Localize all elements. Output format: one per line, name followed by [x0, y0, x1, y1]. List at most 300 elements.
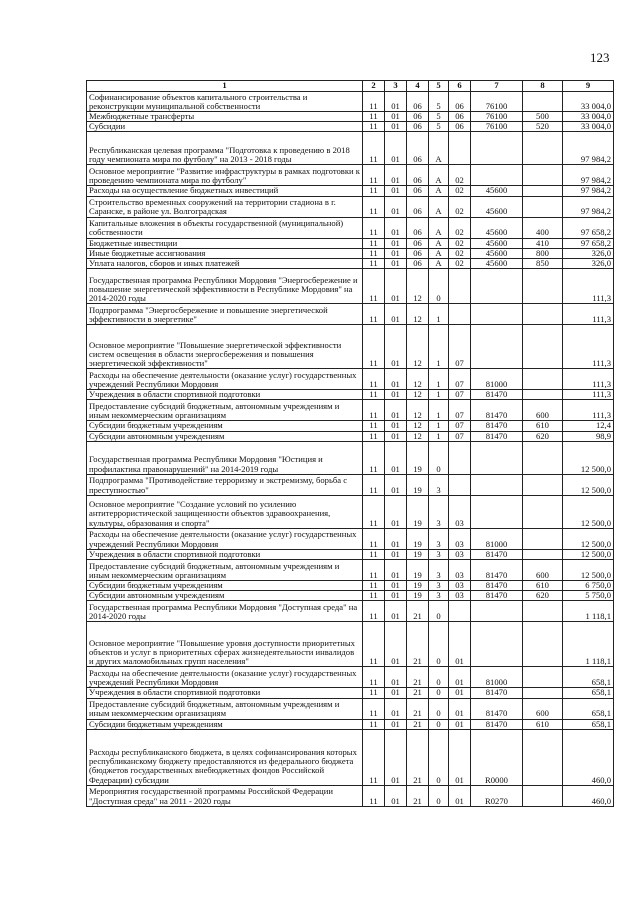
cell-code: 11	[363, 719, 385, 729]
cell-code: 01	[449, 622, 471, 667]
cell-code: 01	[385, 269, 407, 304]
cell-amount: 33 004,0	[563, 112, 614, 122]
cell-amount: 97 984,2	[563, 186, 614, 196]
cell-code: 06	[407, 112, 429, 122]
cell-code: 01	[385, 165, 407, 186]
cell-code: 12	[407, 269, 429, 304]
cell-code: 01	[449, 667, 471, 688]
cell-code: 19	[407, 549, 429, 559]
cell-code	[449, 132, 471, 165]
cell-code: 12	[407, 304, 429, 325]
cell-code: 01	[385, 196, 407, 217]
cell-code: 12	[407, 400, 429, 421]
cell-code: 610	[523, 719, 563, 729]
cell-code: 81470	[471, 581, 523, 591]
cell-amount: 97 984,2	[563, 196, 614, 217]
cell-name: Подпрограмма "Энергосбережение и повышение энергетической эффективности в энергетике"	[87, 304, 363, 325]
cell-code: 21	[407, 785, 429, 806]
cell-name: Основное мероприятие "Создание условий по усилению антитеррористической защищенности объектов здравоохранения, культуры, образования и спорта"	[87, 495, 363, 528]
table-row	[87, 474, 614, 495]
cell-code	[523, 369, 563, 390]
cell-amount: 97 658,2	[563, 217, 614, 238]
cell-amount: 12,4	[563, 421, 614, 431]
table-row	[87, 112, 614, 122]
cell-amount: 12 500,0	[563, 528, 614, 549]
cell-code	[523, 390, 563, 400]
cell-code: 11	[363, 495, 385, 528]
cell-name: Основное мероприятие "Повышение уровня доступности приоритетных объектов и услуг в приоритетных сферах жизнедеятельности инвалидов и других маломобильных групп населения"	[87, 622, 363, 667]
cell-code: 02	[449, 259, 471, 269]
cell-code: 11	[363, 528, 385, 549]
cell-code: 3	[429, 474, 449, 495]
cell-code	[449, 304, 471, 325]
cell-name: Основное мероприятие "Развитие инфраструктуры в рамках подготовки к проведению чемпионата мира по футболу"	[87, 165, 363, 186]
cell-amount: 111,3	[563, 400, 614, 421]
cell-amount: 97 984,2	[563, 132, 614, 165]
cell-code: 03	[449, 560, 471, 581]
cell-code: 11	[363, 196, 385, 217]
cell-code: 600	[523, 400, 563, 421]
cell-code: 07	[449, 325, 471, 369]
table-row	[87, 431, 614, 441]
column-header: 2	[363, 81, 385, 92]
cell-code: 76100	[471, 92, 523, 112]
cell-code: 81470	[471, 549, 523, 559]
table-row	[87, 238, 614, 248]
cell-code: 19	[407, 560, 429, 581]
cell-code	[523, 785, 563, 806]
cell-code: 11	[363, 560, 385, 581]
cell-name: Подпрограмма "Противодействие терроризму и экстремизму, борьба с преступностью"	[87, 474, 363, 495]
cell-code	[523, 304, 563, 325]
cell-code: 06	[407, 186, 429, 196]
cell-name: Республиканская целевая программа "Подготовка к проведению в 2018 году чемпионата мира по футболу" на 2013 - 2018 годы	[87, 132, 363, 165]
table-row	[87, 269, 614, 304]
cell-code: 01	[385, 688, 407, 698]
cell-code	[471, 325, 523, 369]
cell-code	[471, 622, 523, 667]
cell-name: Расходы на обеспечение деятельности (оказание услуг) государственных учреждений Республики Мордовия	[87, 667, 363, 688]
cell-code: 19	[407, 474, 429, 495]
cell-code: 0	[429, 441, 449, 474]
cell-code	[449, 474, 471, 495]
cell-code: 01	[385, 421, 407, 431]
column-header: 9	[563, 81, 614, 92]
cell-code: 1	[429, 421, 449, 431]
cell-code: 01	[385, 785, 407, 806]
cell-code: 11	[363, 622, 385, 667]
page-number: 123	[590, 50, 610, 65]
cell-name: Расходы республиканского бюджета, в целях софинансирования которых республиканскому бюджету предоставляются из федерального бюджета (бюджетов государственных внебюджетных фондов Российской Федерации) субсидии	[87, 729, 363, 785]
cell-code: 11	[363, 688, 385, 698]
cell-code: А	[429, 259, 449, 269]
cell-code: 06	[407, 248, 429, 258]
table-row	[87, 581, 614, 591]
header-row	[87, 81, 614, 92]
cell-amount: 33 004,0	[563, 92, 614, 112]
cell-code: 07	[449, 369, 471, 390]
cell-code: 19	[407, 495, 429, 528]
cell-name: Расходы на обеспечение деятельности (оказание услуг) государственных учреждений Республики Мордовия	[87, 369, 363, 390]
cell-code: 0	[429, 719, 449, 729]
cell-code: 01	[385, 248, 407, 258]
column-header: 1	[87, 81, 363, 92]
table-row	[87, 688, 614, 698]
cell-name: Расходы на обеспечение деятельности (оказание услуг) государственных учреждений Республики Мордовия	[87, 528, 363, 549]
cell-amount: 658,1	[563, 688, 614, 698]
cell-amount: 97 984,2	[563, 165, 614, 186]
cell-code: 12	[407, 325, 429, 369]
cell-code: 11	[363, 431, 385, 441]
cell-code	[523, 92, 563, 112]
table-row	[87, 196, 614, 217]
cell-code: 02	[449, 165, 471, 186]
cell-code: 01	[449, 688, 471, 698]
cell-code: 01	[385, 581, 407, 591]
cell-code	[523, 165, 563, 186]
cell-name: Уплата налогов, сборов и иных платежей	[87, 259, 363, 269]
cell-amount: 658,1	[563, 719, 614, 729]
cell-code: 11	[363, 325, 385, 369]
cell-code	[471, 132, 523, 165]
table-row	[87, 495, 614, 528]
cell-amount: 1 118,1	[563, 622, 614, 667]
table-row	[87, 667, 614, 688]
cell-code: 81470	[471, 421, 523, 431]
cell-code: 01	[385, 186, 407, 196]
cell-amount: 111,3	[563, 269, 614, 304]
cell-name: Субсидии бюджетным учреждениям	[87, 581, 363, 591]
cell-name: Строительство временных сооружений на территории стадиона в г. Саранске, в районе ул. Волгоградская	[87, 196, 363, 217]
cell-code: 01	[449, 729, 471, 785]
cell-code: 21	[407, 622, 429, 667]
cell-code: А	[429, 132, 449, 165]
cell-code: 07	[449, 421, 471, 431]
cell-code: А	[429, 165, 449, 186]
cell-name: Предоставление субсидий бюджетным, автономным учреждениям и иным некоммерческим организациям	[87, 560, 363, 581]
cell-code: 76100	[471, 112, 523, 122]
cell-code: 45600	[471, 238, 523, 248]
cell-code: R0000	[471, 729, 523, 785]
cell-code: 01	[385, 304, 407, 325]
cell-code	[449, 269, 471, 304]
cell-code: 81470	[471, 591, 523, 601]
column-header: 8	[523, 81, 563, 92]
cell-code: 01	[385, 122, 407, 132]
cell-name: Учреждения в области спортивной подготовки	[87, 549, 363, 559]
cell-code: 03	[449, 581, 471, 591]
cell-code: 3	[429, 549, 449, 559]
cell-code: 11	[363, 132, 385, 165]
cell-code: 500	[523, 112, 563, 122]
cell-code: 0	[429, 601, 449, 622]
cell-code: А	[429, 248, 449, 258]
cell-code: 5	[429, 122, 449, 132]
table-row	[87, 549, 614, 559]
cell-name: Предоставление субсидий бюджетным, автономным учреждениям и иным некоммерческим организациям	[87, 400, 363, 421]
cell-code: 01	[385, 601, 407, 622]
cell-amount: 12 500,0	[563, 441, 614, 474]
cell-code: 11	[363, 217, 385, 238]
cell-amount: 12 500,0	[563, 495, 614, 528]
cell-code	[471, 304, 523, 325]
cell-amount: 5 750,0	[563, 591, 614, 601]
cell-amount: 658,1	[563, 698, 614, 719]
table-row	[87, 325, 614, 369]
cell-code: 01	[385, 698, 407, 719]
cell-code: 02	[449, 196, 471, 217]
cell-code	[523, 601, 563, 622]
cell-code: 3	[429, 581, 449, 591]
cell-amount: 658,1	[563, 667, 614, 688]
cell-code: 11	[363, 186, 385, 196]
cell-code: 11	[363, 698, 385, 719]
cell-code	[471, 601, 523, 622]
cell-name: Межбюджетные трансферты	[87, 112, 363, 122]
cell-code	[523, 474, 563, 495]
cell-code: А	[429, 186, 449, 196]
cell-code	[523, 186, 563, 196]
cell-amount: 98,9	[563, 431, 614, 441]
cell-code: 11	[363, 581, 385, 591]
cell-code: 600	[523, 560, 563, 581]
cell-code: 81470	[471, 698, 523, 719]
cell-code: 0	[429, 622, 449, 667]
cell-code	[523, 325, 563, 369]
cell-code: 81000	[471, 528, 523, 549]
cell-code: 850	[523, 259, 563, 269]
cell-name: Учреждения в области спортивной подготовки	[87, 688, 363, 698]
cell-code	[471, 165, 523, 186]
table-row	[87, 441, 614, 474]
cell-code: 1	[429, 431, 449, 441]
cell-code: 01	[449, 719, 471, 729]
cell-amount: 111,3	[563, 390, 614, 400]
cell-code: 01	[385, 495, 407, 528]
cell-code: 11	[363, 165, 385, 186]
cell-name: Бюджетные инвестиции	[87, 238, 363, 248]
cell-code: 410	[523, 238, 563, 248]
cell-amount: 12 500,0	[563, 474, 614, 495]
cell-code: 02	[449, 238, 471, 248]
cell-amount: 1 118,1	[563, 601, 614, 622]
cell-code: 01	[385, 591, 407, 601]
cell-code: 01	[385, 474, 407, 495]
cell-code: 19	[407, 591, 429, 601]
cell-code: 06	[449, 112, 471, 122]
table-row	[87, 698, 614, 719]
cell-code: 12	[407, 421, 429, 431]
cell-code: 01	[385, 112, 407, 122]
cell-name: Субсидии автономным учреждениям	[87, 591, 363, 601]
cell-code: 03	[449, 528, 471, 549]
cell-code: 45600	[471, 248, 523, 258]
cell-code	[523, 196, 563, 217]
cell-code: 1	[429, 369, 449, 390]
cell-code: 0	[429, 785, 449, 806]
cell-name: Предоставление субсидий бюджетным, автономным учреждениям и иным некоммерческим организациям	[87, 698, 363, 719]
cell-code: R0270	[471, 785, 523, 806]
cell-code: 45600	[471, 186, 523, 196]
cell-code: 02	[449, 248, 471, 258]
cell-code: 06	[407, 217, 429, 238]
cell-code: 11	[363, 390, 385, 400]
cell-code: 620	[523, 591, 563, 601]
cell-code	[471, 474, 523, 495]
cell-code: 81000	[471, 369, 523, 390]
cell-code: 01	[385, 528, 407, 549]
column-header: 6	[449, 81, 471, 92]
table-row	[87, 165, 614, 186]
cell-code: А	[429, 238, 449, 248]
cell-code	[523, 622, 563, 667]
cell-code	[523, 688, 563, 698]
cell-code: 01	[385, 238, 407, 248]
cell-code: 11	[363, 441, 385, 474]
table-row	[87, 186, 614, 196]
cell-code	[471, 269, 523, 304]
cell-name: Субсидии бюджетным учреждениям	[87, 421, 363, 431]
cell-code	[523, 667, 563, 688]
cell-code: 11	[363, 601, 385, 622]
cell-code: 21	[407, 729, 429, 785]
cell-code: 07	[449, 390, 471, 400]
budget-table	[86, 80, 614, 807]
cell-code: 03	[449, 549, 471, 559]
cell-code: 0	[429, 667, 449, 688]
cell-code: 12	[407, 431, 429, 441]
cell-code: 01	[385, 92, 407, 112]
cell-code: 01	[385, 132, 407, 165]
cell-code: 06	[407, 122, 429, 132]
cell-name: Государственная программа Республики Мордовия "Энергосбережение и повышение энергетической эффективности в Республике Мордовия" на 2014-2020 годы	[87, 269, 363, 304]
cell-code	[523, 549, 563, 559]
cell-code: 11	[363, 238, 385, 248]
table-row	[87, 304, 614, 325]
cell-code: 1	[429, 304, 449, 325]
column-header: 7	[471, 81, 523, 92]
cell-code: 11	[363, 304, 385, 325]
cell-amount: 460,0	[563, 729, 614, 785]
cell-code: 0	[429, 698, 449, 719]
cell-code: 21	[407, 688, 429, 698]
cell-code: 81470	[471, 400, 523, 421]
cell-code: 01	[449, 698, 471, 719]
cell-name: Капитальные вложения в объекты государственной (муниципальной) собственности	[87, 217, 363, 238]
table-row	[87, 132, 614, 165]
cell-name: Расходы на осуществление бюджетных инвестиций	[87, 186, 363, 196]
column-header: 4	[407, 81, 429, 92]
cell-code: 07	[449, 431, 471, 441]
table-row	[87, 622, 614, 667]
cell-name: Государственная программа Республики Мордовия "Доступная среда" на 2014-2020 годы	[87, 601, 363, 622]
cell-code	[523, 729, 563, 785]
cell-code: 01	[385, 369, 407, 390]
cell-code	[471, 495, 523, 528]
cell-code: 01	[385, 431, 407, 441]
cell-code: 01	[385, 729, 407, 785]
cell-amount: 460,0	[563, 785, 614, 806]
cell-code: 520	[523, 122, 563, 132]
cell-code: 800	[523, 248, 563, 258]
cell-code: 81470	[471, 560, 523, 581]
column-header: 3	[385, 81, 407, 92]
cell-name: Основное мероприятие "Повышение энергетической эффективности систем освещения в области энергосбережения и повышения энергетической эффективности"	[87, 325, 363, 369]
cell-code: 11	[363, 92, 385, 112]
cell-code: 06	[449, 122, 471, 132]
cell-code: 03	[449, 495, 471, 528]
cell-code: 600	[523, 698, 563, 719]
cell-code: 610	[523, 581, 563, 591]
cell-code: 02	[449, 186, 471, 196]
cell-code: 11	[363, 400, 385, 421]
cell-code: 45600	[471, 259, 523, 269]
column-header: 5	[429, 81, 449, 92]
cell-code: 11	[363, 667, 385, 688]
cell-code: 3	[429, 495, 449, 528]
cell-name: Субсидии	[87, 122, 363, 132]
cell-code: 12	[407, 390, 429, 400]
cell-code: 1	[429, 325, 449, 369]
cell-name: Государственная программа Республики Мордовия "Юстиция и профилактика правонарушений" на 2014-2019 годы	[87, 441, 363, 474]
cell-code: 02	[449, 217, 471, 238]
cell-name: Субсидии автономным учреждениям	[87, 431, 363, 441]
cell-code: 400	[523, 217, 563, 238]
cell-code: 06	[407, 259, 429, 269]
table-row	[87, 719, 614, 729]
cell-code: 01	[385, 259, 407, 269]
cell-amount: 6 750,0	[563, 581, 614, 591]
table-row	[87, 390, 614, 400]
table-row	[87, 122, 614, 132]
cell-name: Субсидии бюджетным учреждениям	[87, 719, 363, 729]
cell-code: 11	[363, 785, 385, 806]
cell-amount: 97 658,2	[563, 238, 614, 248]
cell-code: 01	[385, 622, 407, 667]
cell-name: Учреждения в области спортивной подготовки	[87, 390, 363, 400]
cell-amount: 326,0	[563, 248, 614, 258]
cell-code: А	[429, 196, 449, 217]
cell-code: 06	[449, 92, 471, 112]
cell-code: 21	[407, 667, 429, 688]
cell-code: 0	[429, 269, 449, 304]
table-row	[87, 248, 614, 258]
table-row	[87, 92, 614, 112]
cell-code: 01	[385, 560, 407, 581]
cell-code: 11	[363, 112, 385, 122]
cell-code	[523, 132, 563, 165]
cell-code: 19	[407, 581, 429, 591]
cell-code: 11	[363, 549, 385, 559]
cell-code: 3	[429, 528, 449, 549]
cell-code: 01	[385, 719, 407, 729]
cell-amount: 33 004,0	[563, 122, 614, 132]
table-row	[87, 601, 614, 622]
table-row	[87, 400, 614, 421]
cell-code: 19	[407, 528, 429, 549]
cell-code: 01	[449, 785, 471, 806]
cell-code: 81470	[471, 390, 523, 400]
cell-code: 01	[385, 217, 407, 238]
cell-code: 03	[449, 591, 471, 601]
cell-code: 11	[363, 259, 385, 269]
cell-code: 06	[407, 132, 429, 165]
cell-code: 01	[385, 400, 407, 421]
cell-code: 0	[429, 688, 449, 698]
cell-code: 1	[429, 400, 449, 421]
table-row	[87, 729, 614, 785]
cell-code: 11	[363, 729, 385, 785]
